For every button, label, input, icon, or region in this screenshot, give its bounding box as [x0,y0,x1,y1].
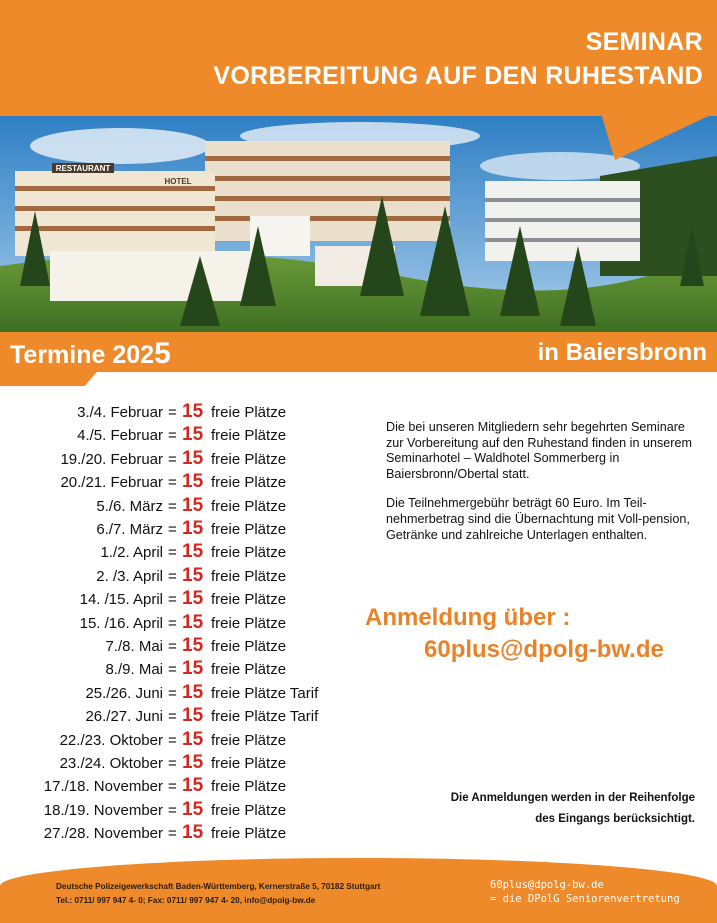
date-row [0,822,360,848]
seat-count: 15 [182,541,204,563]
date-label: 20./21. Februar [60,474,163,492]
date-row [0,728,360,755]
note-line-2: des Eingangs berücksichtigt. [535,813,695,825]
seats-text: freie Plätze [211,544,287,562]
termine-year-digit: 5 [154,337,171,370]
date-label: 22./23. Oktober [59,731,163,749]
date-row [0,635,360,661]
equals-sign: = [168,778,177,796]
date-row [0,564,360,591]
equals-sign: = [168,427,177,445]
date-row [0,541,360,567]
seat-count: 15 [182,401,204,422]
date-row [0,798,360,825]
note-line-1: Die Anmeldungen werden in der Reihenfolge [450,792,695,804]
seat-count: 15 [182,705,204,727]
registration-email[interactable]: 60plus@dpolg-bw.de [424,636,664,663]
date-row [0,611,360,638]
equals-sign: = [168,731,177,749]
date-label: 7./8. Mai [105,638,163,655]
hotel-sign: HOTEL [164,177,192,186]
equals-sign: = [168,708,177,726]
seats-text: freie Plätze [211,755,287,772]
info-paragraph-1: Die bei unseren Mitgliedern sehr begehrten Seminare zur Vorbereitung auf den Ruhestand finden in unserem Seminarhotel – Waldhotel Sommerberg in Baiersbronn/Obertal statt. [386,420,692,481]
seat-count: 15 [182,564,204,586]
seat-count: 15 [182,728,204,750]
equals-sign: = [168,404,177,421]
seats-text: freie Plätze [211,614,287,632]
equals-sign: = [168,825,177,843]
info-paragraph-2: Die Teilnehmergebühr beträgt 60 Euro. Im Teil-nehmerbetrag sind die Übernachtung mit Voll-pension, Getränke und zahlreiche Unterlagen enthalten. [386,496,690,542]
seats-text: freie Plätze [211,567,287,585]
footer-org-line: Deutsche Polizeigewerkschaft Baden-Württemberg, Kernerstraße 5, 70182 Stuttgart [56,882,381,891]
date-row [0,775,360,801]
title-vorbereitung: VORBEREITUNG AUF DEN RUHESTAND [213,62,703,90]
footer-email[interactable]: 60plus@dpolg-bw.de [490,879,604,891]
date-label: 5./6. März [96,497,163,515]
equals-sign: = [168,450,177,468]
seat-count: 15 [182,494,204,516]
date-label: 26./27. Juni [85,708,163,726]
seats-text: freie Plätze [211,638,287,655]
registration-note [395,788,695,830]
restaurant-sign: RESTAURANT [55,164,111,173]
date-row [0,752,360,778]
footer-contact-line: Tel.: 0711/ 997 947 4- 0; Fax: 0711/ 997 947 4- 20, info@dpolg-bw.de [56,896,316,905]
seats-text: freie Plätze [211,778,287,796]
date-row [0,401,360,427]
seat-count: 15 [182,424,204,446]
registration-label: Anmeldung über : [365,604,571,631]
date-label: 23./24. Oktober [59,755,163,772]
seats-text: freie Plätze [211,497,287,515]
date-label: 25./26. Juni [85,684,163,702]
termine-heading [10,337,171,371]
date-label: 19./20. Februar [60,450,163,468]
equals-sign: = [168,638,177,655]
date-label: 1./2. April [100,544,163,562]
date-row [0,471,360,497]
date-label: 14. /15. April [79,591,163,609]
seat-count: 15 [182,822,204,844]
seat-count: 15 [182,611,204,633]
date-row [0,518,360,544]
location-heading: in Baiersbronn [537,339,707,366]
seats-text: freie Plätze [211,801,287,819]
equals-sign: = [168,755,177,772]
seats-text: freie Plätze [211,427,287,445]
info-text [386,420,702,557]
equals-sign: = [168,614,177,632]
seats-text: freie Plätze Tarif [211,684,319,702]
seat-count: 15 [182,447,204,469]
seats-text: freie Plätze [211,591,287,609]
seats-text: freie Plätze [211,661,287,679]
footer-address [56,880,380,908]
date-label: 6./7. März [96,521,163,538]
equals-sign: = [168,474,177,492]
date-label: 4./5. Februar [77,427,163,445]
termine-text: Termine 202 [10,341,155,369]
date-label: 18./19. November [43,801,163,819]
date-label: 27./28. November [43,825,163,843]
date-label: 17./18. November [43,778,163,796]
footer-contact [490,878,680,906]
date-label: 15. /16. April [79,614,163,632]
date-row [0,658,360,684]
seats-text: freie Plätze [211,731,287,749]
date-label: 2. /3. April [96,567,163,585]
seats-text: freie Plätze [211,825,287,843]
equals-sign: = [168,544,177,562]
equals-sign: = [168,801,177,819]
equals-sign: = [168,497,177,515]
seat-count: 15 [182,471,204,493]
seat-count: 15 [182,681,204,703]
title-seminar: SEMINAR [585,28,703,56]
date-label: 8./9. Mai [105,661,163,679]
equals-sign: = [168,661,177,679]
footer-tagline: = die DPolG Seniorenvertretung [490,893,680,905]
seats-text: freie Plätze [211,474,287,492]
date-row [0,424,360,450]
seat-count: 15 [182,635,204,656]
date-row [0,447,360,474]
seat-count: 15 [182,752,204,773]
seats-text: freie Plätze Tarif [211,708,319,726]
date-row [0,588,360,614]
equals-sign: = [168,684,177,702]
equals-sign: = [168,591,177,609]
date-row [0,705,360,731]
date-label: 3./4. Februar [77,404,163,421]
hotel-photo [0,116,717,334]
seat-count: 15 [182,658,204,680]
equals-sign: = [168,521,177,538]
seat-count: 15 [182,798,204,820]
seats-text: freie Plätze [211,450,287,468]
date-row [0,494,360,521]
seats-text: freie Plätze [211,404,287,421]
seat-count: 15 [182,775,204,797]
equals-sign: = [168,567,177,585]
seat-count: 15 [182,518,204,539]
seats-text: freie Plätze [211,521,287,538]
date-row [0,681,360,708]
seat-count: 15 [182,588,204,610]
